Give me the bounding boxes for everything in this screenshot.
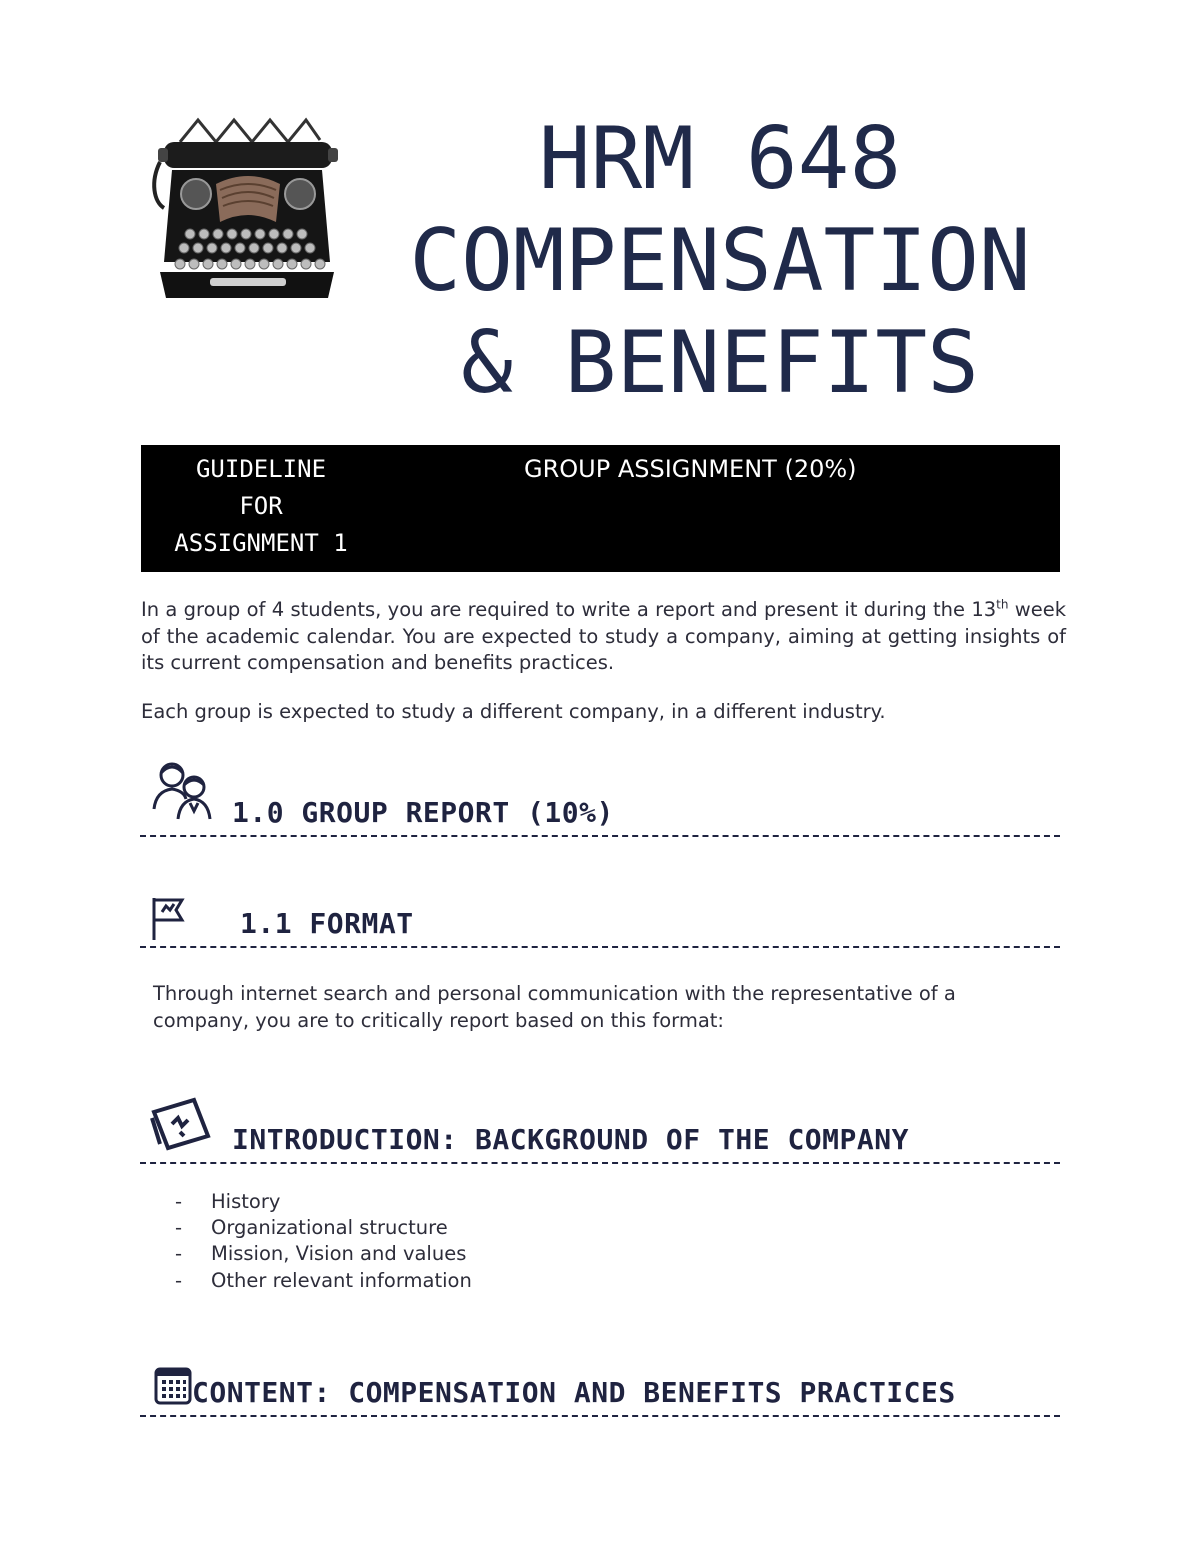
guideline-label <box>141 451 381 562</box>
assignment-banner <box>141 445 1060 572</box>
section-content <box>140 1337 1060 1417</box>
list-item-text: Mission, Vision and values <box>211 1242 467 1266</box>
flag-icon <box>150 896 186 940</box>
content-heading: CONTENT: COMPENSATION AND BENEFITS PRACTICES <box>192 1376 956 1409</box>
intro-text-b: week of the academic calendar. You are expected to study a company, aiming at getting insights of its current compensation and benefits practices. <box>141 598 1066 674</box>
list-item <box>175 1268 472 1294</box>
guideline-line-2: FOR <box>239 492 283 520</box>
map-icon <box>150 1096 212 1152</box>
format-heading: 1.1 FORMAT <box>240 907 414 940</box>
section-introduction <box>140 1084 1060 1164</box>
format-rule <box>140 946 1060 948</box>
group-assignment-label: GROUP ASSIGNMENT (20%) <box>524 455 857 483</box>
bullet-dash: - <box>175 1216 183 1240</box>
intro-text-a: In a group of 4 students, you are required to write a report and present it during the 13 <box>141 598 997 621</box>
guideline-line-3: ASSIGNMENT 1 <box>174 529 348 557</box>
people-group-icon <box>150 759 214 821</box>
bullet-dash: - <box>175 1242 183 1266</box>
list-item-text: Organizational structure <box>211 1216 448 1240</box>
introduction-heading: INTRODUCTION: BACKGROUND OF THE COMPANY <box>232 1123 909 1156</box>
title-line-1: HRM 648 <box>538 109 902 209</box>
group-note-paragraph: Each group is expected to study a different company, in a different industry. <box>141 700 886 723</box>
intro-paragraph <box>141 597 1066 677</box>
group-report-rule <box>140 835 1060 837</box>
title-line-2: COMPENSATION <box>409 211 1031 311</box>
group-report-heading: 1.0 GROUP REPORT (10%) <box>232 796 614 829</box>
calendar-icon <box>154 1367 192 1405</box>
bullet-dash: - <box>175 1268 183 1292</box>
bullet-dash: - <box>175 1190 183 1213</box>
list-item <box>175 1215 472 1241</box>
intro-superscript: th <box>996 597 1009 612</box>
title-line-3: & BENEFITS <box>461 313 979 413</box>
list-item-text: History <box>211 1190 281 1213</box>
list-item <box>175 1189 472 1215</box>
guideline-line-1: GUIDELINE <box>195 455 327 483</box>
page-title <box>380 108 1060 414</box>
list-item <box>175 1241 472 1267</box>
content-rule <box>140 1415 1060 1417</box>
format-paragraph: Through internet search and personal communication with the representative of a company, you are to critically report based on this format: <box>153 982 956 1032</box>
list-item-text: Other relevant information <box>211 1268 472 1292</box>
typewriter-image <box>150 112 340 307</box>
introduction-list <box>175 1189 472 1294</box>
section-group-report <box>140 757 1060 837</box>
section-format <box>140 868 1060 948</box>
introduction-rule <box>140 1162 1060 1164</box>
